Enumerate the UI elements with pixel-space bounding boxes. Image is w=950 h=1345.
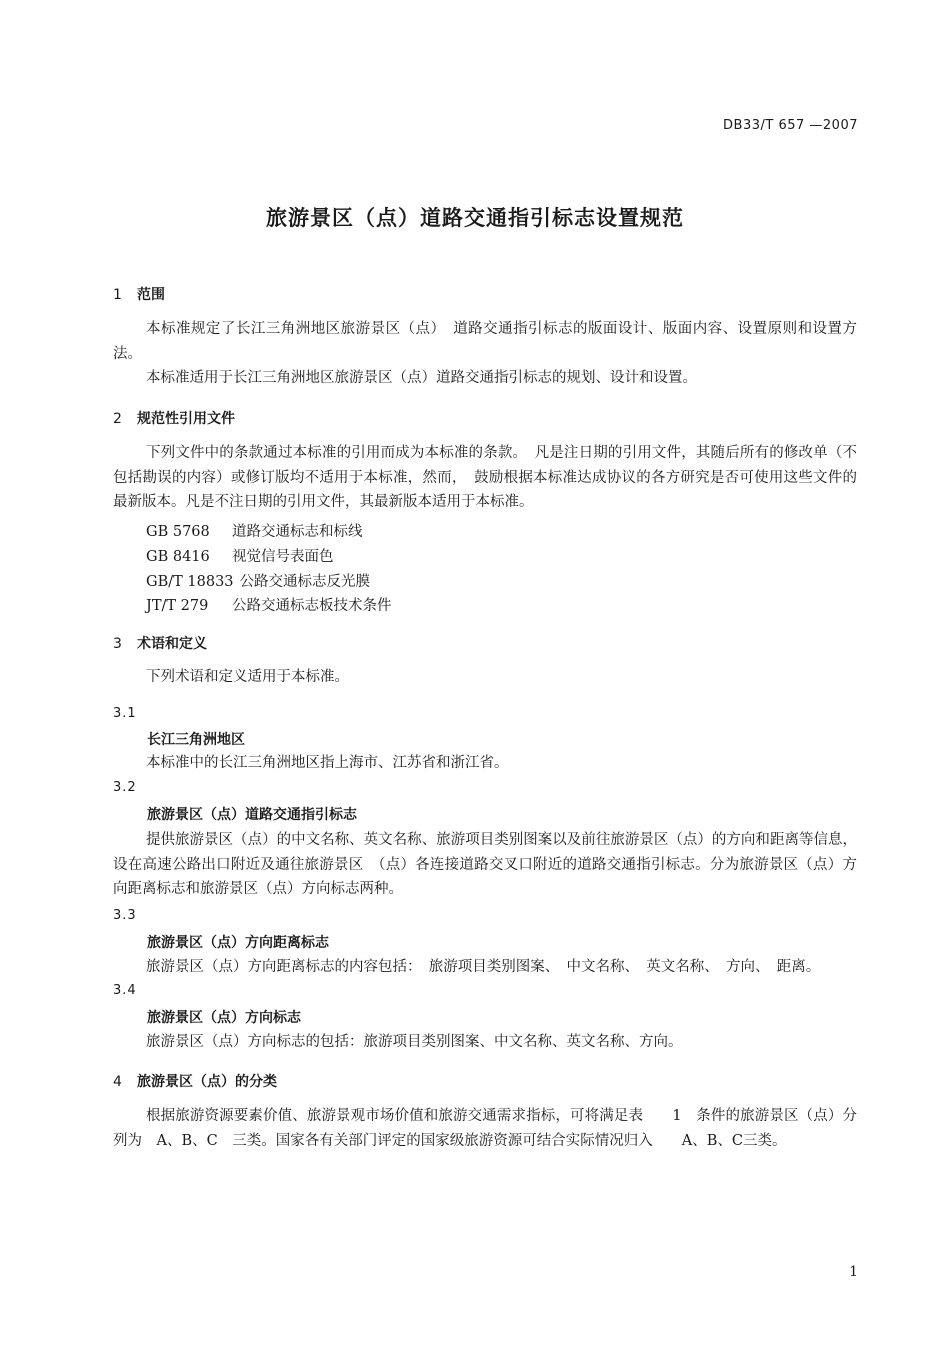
section-2-number: 2 bbox=[113, 411, 122, 427]
reference-code: GB 8416 bbox=[146, 549, 210, 565]
section-1-paragraph-2: 本标准适用于长江三角洲地区旅游景区（点）道路交通指引标志的规划、设计和设置。 bbox=[146, 370, 697, 386]
reference-name: 视觉信号表面色 bbox=[232, 549, 334, 565]
section-4-title: 旅游景区（点）的分类 bbox=[137, 1074, 277, 1090]
section-4-heading bbox=[113, 1071, 277, 1091]
term-name: 旅游景区（点）方向标志 bbox=[147, 1010, 301, 1026]
document-title: 旅游景区（点）道路交通指引标志设置规范 bbox=[266, 206, 684, 230]
section-3-paragraph-1: 下列术语和定义适用于本标准。 bbox=[146, 669, 349, 685]
term-definition: 提供旅游景区（点）的中文名称、英文名称、旅游项目类别图案以及前往旅游景区（点）的方向和距离等信息，设在高速公路出口附近及通往旅游景区 （点）各连接道路交叉口附近的道路交通指引标志。分为旅游景区（点）方向距离标志和旅游景区（点）方向标志两种。 bbox=[113, 832, 857, 897]
reference-name: 公路交通标志板技术条件 bbox=[232, 598, 392, 614]
term-definition: 旅游景区（点）方向距离标志的内容包括： 旅游项目类别图案、 中文名称、 英文名称、 方向、 距离。 bbox=[146, 959, 821, 975]
term-definition: 旅游景区（点）方向标志的包括：旅游项目类别图案、中文名称、英文名称、方向。 bbox=[146, 1034, 683, 1050]
reference-name: 道路交通标志和标线 bbox=[232, 524, 363, 540]
section-4-number: 4 bbox=[113, 1074, 122, 1090]
term-number: 3.1 bbox=[113, 706, 137, 721]
section-2-title: 规范性引用文件 bbox=[137, 411, 235, 427]
section-3-number: 3 bbox=[113, 636, 122, 652]
document-number: DB33/T 657 —2007 bbox=[723, 118, 858, 133]
term-name: 长江三角洲地区 bbox=[147, 732, 245, 748]
reference-code: GB/T 18833 bbox=[146, 574, 234, 590]
section-4-paragraph-1: 根据旅游资源要素价值、旅游景观市场价值和旅游交通需求指标，可将满足表 1 条件的旅游景区（点）分列为 A、B、C 三类。国家各有关部门评定的国家级旅游资源可结合实际情况归入 A、B、C三类。 bbox=[113, 1108, 857, 1149]
term-name: 旅游景区（点）方向距离标志 bbox=[147, 935, 329, 951]
reference-name: 公路交通标志反光膜 bbox=[239, 574, 371, 590]
reference-item bbox=[146, 520, 363, 541]
reference-item bbox=[146, 570, 370, 591]
page-number: 1 bbox=[849, 1264, 858, 1280]
section-3-title: 术语和定义 bbox=[137, 636, 207, 652]
term-name: 旅游景区（点）道路交通指引标志 bbox=[147, 807, 357, 823]
section-3-heading bbox=[113, 633, 207, 653]
section-1-number: 1 bbox=[113, 287, 122, 303]
term-definition: 本标准中的长江三角洲地区指上海市、江苏省和浙江省。 bbox=[146, 755, 509, 771]
section-1-title: 范围 bbox=[137, 287, 165, 303]
term-number: 3.4 bbox=[113, 983, 137, 998]
term-number: 3.2 bbox=[113, 780, 137, 795]
reference-item bbox=[146, 545, 334, 566]
term-number: 3.3 bbox=[113, 908, 137, 923]
section-1-paragraph-1: 本标准规定了长江三角洲地区旅游景区（点） 道路交通指引标志的版面设计、版面内容、设置原则和设置方法。 bbox=[113, 321, 857, 362]
reference-code: GB 5768 bbox=[146, 524, 210, 540]
reference-item bbox=[146, 594, 392, 615]
section-1-heading bbox=[113, 284, 165, 304]
section-2-heading bbox=[113, 408, 235, 428]
section-2-paragraph-1: 下列文件中的条款通过本标准的引用而成为本标准的条款。 凡是注日期的引用文件，其随后所有的修改单（不包括勘误的内容）或修订版均不适用于本标准，然而， 鼓励根据本标准达成协议的各方研究是否可使用这些文件的最新版本。凡是不注日期的引用文件，其最新版本适用于本标准。 bbox=[113, 445, 857, 510]
reference-code: JT/T 279 bbox=[146, 598, 209, 614]
